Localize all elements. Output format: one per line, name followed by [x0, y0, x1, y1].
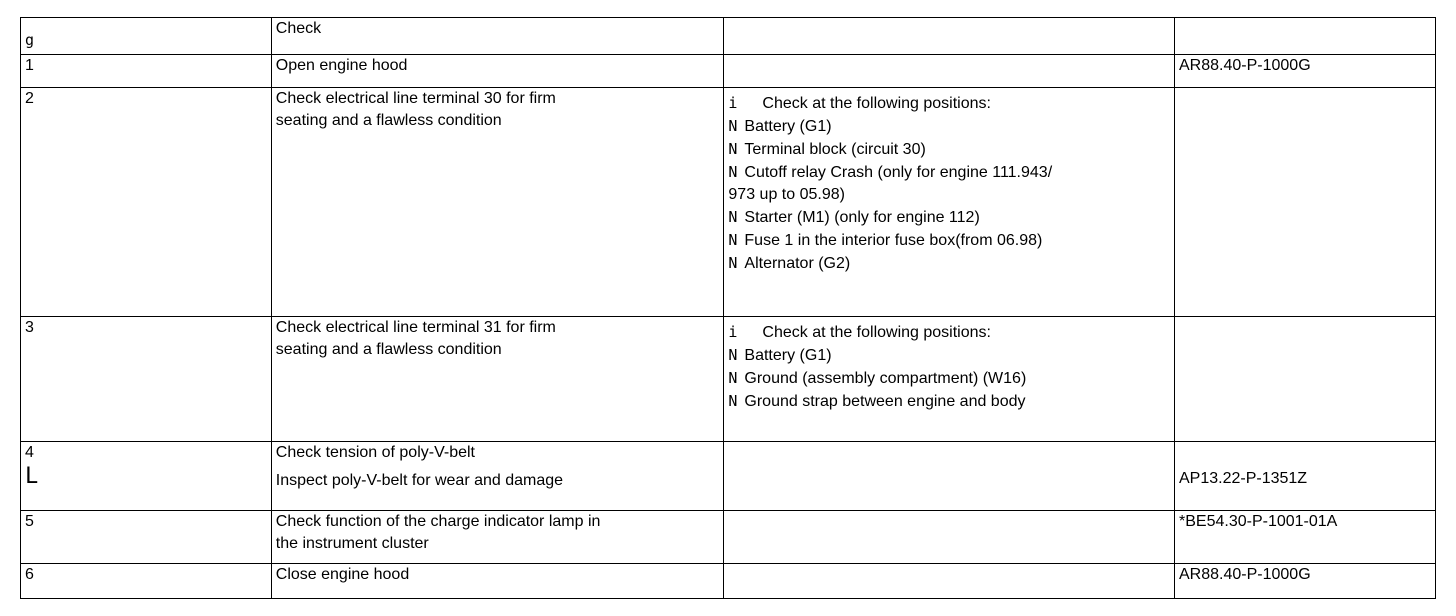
list-item: N Ground (assembly compartment) (W16) — [728, 369, 1027, 387]
list-item-continuation: 973 up to 05.98) — [728, 186, 845, 203]
list-item: N Starter (M1) (only for engine 112) — [728, 208, 980, 226]
note-heading: i Check at the following positions: — [728, 94, 991, 112]
table-row — [21, 442, 1436, 511]
list-item: N Fuse 1 in the interior fuse box(from 06.98) — [728, 231, 1043, 249]
table-row — [21, 88, 1436, 317]
step-reference: *BE54.30-P-1001-01A — [1175, 511, 1436, 564]
procedure-table — [20, 17, 1436, 599]
step-number: 5 — [21, 511, 272, 564]
table-row — [21, 564, 1436, 599]
step-number: 6 — [21, 564, 272, 599]
list-item: N Battery (G1) — [728, 117, 832, 135]
step-number: 1 — [21, 55, 272, 88]
list-item: N Battery (G1) — [728, 346, 832, 364]
step-note — [724, 55, 1175, 88]
step-action: Close engine hood — [271, 564, 724, 599]
step-note — [724, 317, 1175, 442]
bullet-icon: N — [728, 369, 738, 387]
list-item: N Terminal block (circuit 30) — [728, 140, 926, 158]
header-check-label: Check — [275, 20, 322, 37]
bullet-icon: N — [728, 254, 738, 272]
step-action: Check tension of poly-V-belt Inspect poly-V-belt for wear and damage — [271, 442, 724, 511]
step-number: 2 — [21, 88, 272, 317]
bullet-icon: N — [728, 231, 738, 249]
step-reference — [1175, 317, 1436, 442]
header-note-cell — [724, 18, 1175, 55]
step-reference: AR88.40-P-1000G — [1175, 55, 1436, 88]
list-item: N Cutoff relay Crash (only for engine 111.943/ — [728, 163, 1053, 181]
step-action: Check electrical line terminal 31 for firm seating and a flawless condition — [271, 317, 724, 442]
header-check-cell — [271, 18, 724, 55]
step-note — [724, 442, 1175, 511]
step-number: 3 — [21, 317, 272, 442]
step-note — [724, 564, 1175, 599]
step-note — [724, 511, 1175, 564]
table-header-row — [21, 18, 1436, 55]
step-glyph-icon: g — [25, 31, 35, 49]
bullet-icon: N — [728, 392, 738, 410]
step-reference: AR88.40-P-1000G — [1175, 564, 1436, 599]
step-reference: AP13.22-P-1351Z — [1175, 442, 1436, 511]
table-row — [21, 511, 1436, 564]
table-row — [21, 55, 1436, 88]
step-note — [724, 88, 1175, 317]
step-action: Check function of the charge indicator lamp in the instrument cluster — [271, 511, 724, 564]
list-item: N Alternator (G2) — [728, 254, 851, 272]
bullet-icon: N — [728, 140, 738, 158]
list-item: N Ground strap between engine and body — [728, 392, 1026, 410]
subtask-icon: L — [25, 464, 39, 489]
header-ref-cell — [1175, 18, 1436, 55]
step-action: Open engine hood — [271, 55, 724, 88]
bullet-icon: N — [728, 208, 738, 226]
header-step-cell — [21, 18, 272, 55]
bullet-icon: N — [728, 163, 738, 181]
info-icon: i — [728, 323, 738, 341]
step-number: 4 L — [21, 442, 272, 511]
step-reference — [1175, 88, 1436, 317]
bullet-icon: N — [728, 346, 738, 364]
table-row — [21, 317, 1436, 442]
step-action: Check electrical line terminal 30 for firm seating and a flawless condition — [271, 88, 724, 317]
info-icon: i — [728, 94, 738, 112]
note-heading: i Check at the following positions: — [728, 323, 991, 341]
bullet-icon: N — [728, 117, 738, 135]
